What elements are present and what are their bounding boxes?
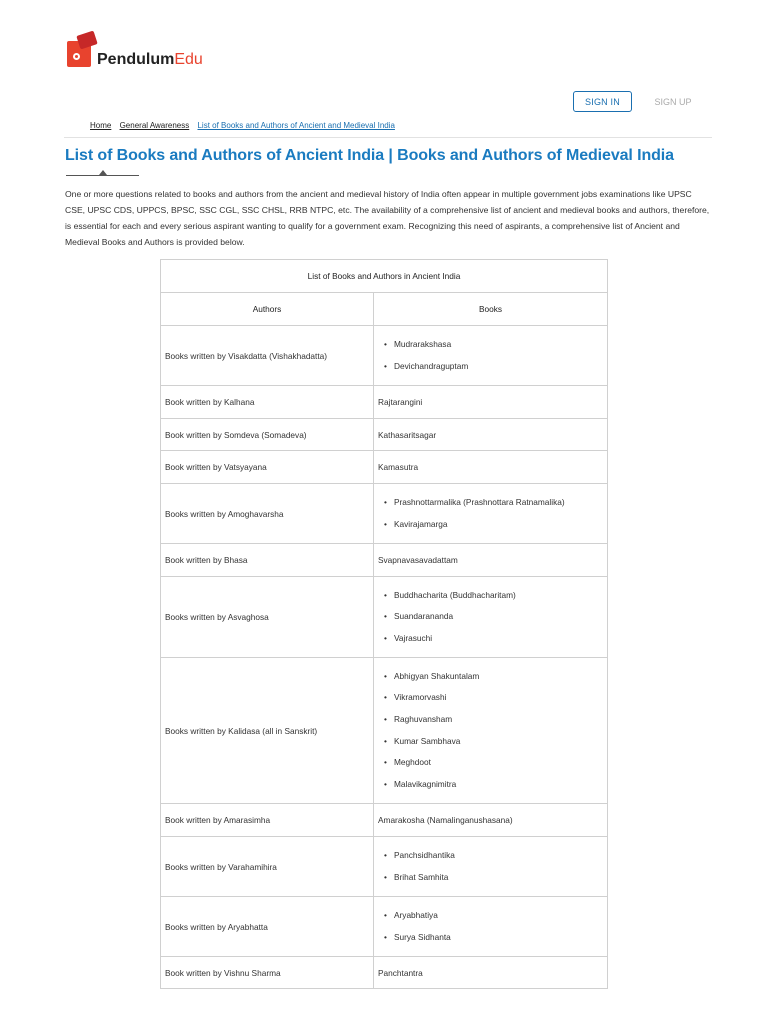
author-cell: Books written by Kalidasa (all in Sanskrit) xyxy=(161,658,374,804)
page-title: List of Books and Authors of Ancient India | Books and Authors of Medieval India xyxy=(65,147,674,164)
books-list xyxy=(378,328,603,383)
sign-in-button[interactable]: SIGN IN xyxy=(573,91,632,112)
books-list xyxy=(378,486,603,541)
author-cell: Book written by Somdeva (Somadeva) xyxy=(161,419,374,451)
divider xyxy=(64,137,712,138)
author-cell: Books written by Varahamihira xyxy=(161,837,374,897)
table-row xyxy=(161,957,608,989)
books-cell: Kathasaritsagar xyxy=(374,419,608,451)
author-cell: Book written by Kalhana xyxy=(161,386,374,419)
book-list-item: • Vikramorvashi xyxy=(384,687,603,709)
breadcrumb xyxy=(90,121,401,130)
table-row xyxy=(161,386,608,419)
book-list-item: • Raghuvansham xyxy=(384,709,603,731)
author-cell: Book written by Amarasimha xyxy=(161,804,374,837)
column-header-authors: Authors xyxy=(161,293,374,326)
author-cell: Books written by Amoghavarsha xyxy=(161,484,374,544)
books-cell xyxy=(374,577,608,658)
pendulumedu-logo[interactable] xyxy=(67,31,203,69)
book-list-item: • Brihat Samhita xyxy=(384,867,603,889)
books-list xyxy=(378,579,603,656)
table-row xyxy=(161,658,608,804)
breadcrumb-general-awareness[interactable]: General Awareness xyxy=(119,121,190,130)
table-row xyxy=(161,326,608,386)
table-row xyxy=(161,804,608,837)
intro-paragraph: One or more questions related to books and authors from the ancient and medieval history of India often appear in multiple government jobs examinations like UPSC CSE, UPSC CDS, UPPCS, BPSC, SSC CGL, SSC CHSL, RRB NTPC, etc. The availability of a comprehensive list of ancient and medieval books and authors, therefore, is essential for each and every serious aspirant wanting to qualify for a government exam. Recognizing this need of aspirants, a comprehensive list of Ancient and Medieval Books and Authors is provided below. xyxy=(65,189,710,247)
breadcrumb-home[interactable]: Home xyxy=(90,121,112,130)
book-list-item: • Suandarananda xyxy=(384,606,603,628)
table-row xyxy=(161,577,608,658)
book-list-item: • Devichandraguptam xyxy=(384,356,603,378)
pendulum-logo-icon xyxy=(67,33,95,69)
table-row xyxy=(161,484,608,544)
brand-name xyxy=(97,51,203,69)
table-row xyxy=(161,419,608,451)
book-list-item: • Panchsidhantika xyxy=(384,845,603,867)
table-row xyxy=(161,897,608,957)
books-cell: Svapnavasavadattam xyxy=(374,544,608,577)
books-list xyxy=(378,839,603,894)
book-list-item: • Kumar Sambhava xyxy=(384,731,603,753)
books-list xyxy=(378,899,603,954)
brand-name-primary: Pendulum xyxy=(97,51,175,68)
author-cell: Book written by Bhasa xyxy=(161,544,374,577)
author-cell: Books written by Visakdatta (Vishakhadatta) xyxy=(161,326,374,386)
caret-up-icon xyxy=(99,170,107,175)
book-list-item: • Mudrarakshasa xyxy=(384,334,603,356)
books-cell: Panchtantra xyxy=(374,957,608,989)
books-cell xyxy=(374,484,608,544)
author-cell: Book written by Vatsyayana xyxy=(161,451,374,484)
books-cell: Rajtarangini xyxy=(374,386,608,419)
author-cell: Book written by Vishnu Sharma xyxy=(161,957,374,989)
table-caption: List of Books and Authors in Ancient India xyxy=(161,260,608,293)
book-list-item: • Kavirajamarga xyxy=(384,514,603,536)
books-cell xyxy=(374,837,608,897)
table-row xyxy=(161,544,608,577)
book-list-item: • Malavikagnimitra xyxy=(384,774,603,796)
book-list-item: • Abhigyan Shakuntalam xyxy=(384,666,603,688)
breadcrumb-current[interactable]: List of Books and Authors of Ancient and Medieval India xyxy=(197,121,395,130)
books-cell: Kamasutra xyxy=(374,451,608,484)
author-cell: Books written by Aryabhatta xyxy=(161,897,374,957)
books-cell xyxy=(374,326,608,386)
table-row xyxy=(161,837,608,897)
table-row xyxy=(161,451,608,484)
book-list-item: • Meghdoot xyxy=(384,752,603,774)
table-body xyxy=(161,326,608,989)
books-authors-table xyxy=(160,259,608,989)
column-header-books: Books xyxy=(374,293,608,326)
books-cell xyxy=(374,897,608,957)
books-cell xyxy=(374,658,608,804)
book-list-item: • Vajrasuchi xyxy=(384,628,603,650)
brand-name-secondary: Edu xyxy=(174,51,203,68)
books-cell: Amarakosha (Namalinganushasana) xyxy=(374,804,608,837)
title-underline xyxy=(66,175,139,176)
books-list xyxy=(378,660,603,802)
book-list-item: • Prashnottarmalika (Prashnottara Ratnamalika) xyxy=(384,492,603,514)
sign-up-button[interactable]: SIGN UP xyxy=(654,96,692,107)
book-list-item: • Aryabhatiya xyxy=(384,905,603,927)
book-list-item: • Buddhacharita (Buddhacharitam) xyxy=(384,585,603,607)
book-list-item: • Surya Sidhanta xyxy=(384,927,603,949)
author-cell: Books written by Asvaghosa xyxy=(161,577,374,658)
